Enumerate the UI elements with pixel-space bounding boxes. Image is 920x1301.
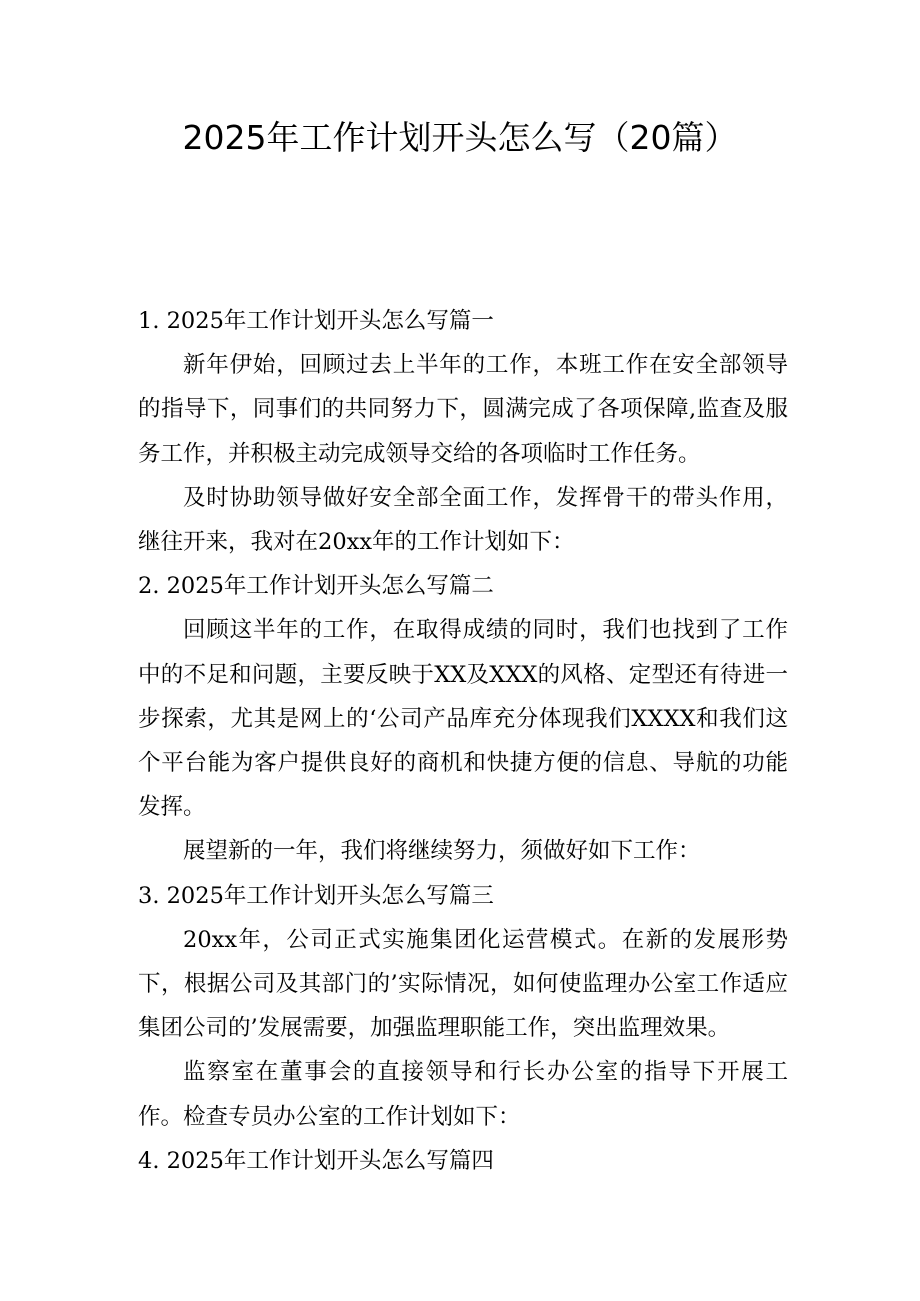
section-3-paragraph-2: 监察室在董事会的直接领导和行长办公室的指导下开展工作。检查专员办公室的工作计划如下： — [138, 1059, 788, 1130]
document-title: 2025年工作计划开头怎么写（20篇） — [182, 118, 738, 157]
section-heading-4: 4. 2025年工作计划开头怎么写篇四 — [138, 1147, 494, 1174]
section-heading-3: 3. 2025年工作计划开头怎么写篇三 — [138, 882, 494, 909]
document-body — [138, 299, 788, 1183]
section-2-paragraph-2: 展望新的一年，我们将继续努力，须做好如下工作： — [183, 838, 701, 865]
section-1-paragraph-1: 新年伊始，回顾过去上半年的工作，本班工作在安全部领导的指导下，同事们的共同努力下，圆满完成了各项保障,监查及服务工作，并积极主动完成领导交给的各项临时工作任务。 — [138, 352, 788, 467]
section-heading-1: 1. 2025年工作计划开头怎么写篇一 — [138, 308, 494, 334]
section-heading-2: 2. 2025年工作计划开头怎么写篇二 — [138, 573, 494, 600]
section-2-paragraph-1: 回顾这半年的工作，在取得成绩的同时，我们也找到了工作中的不足和问题，主要反映于XX及XXX的风格、定型还有待进一步探索，尤其是网上的‘公司产品库充分体现我们XXXX和我们这个平台能为客户提供良好的商机和快捷方便的信息、导航的功能发挥。 — [138, 617, 788, 821]
section-1-paragraph-2: 及时协助领导做好安全部全面工作，发挥骨干的带头作用，继往开来，我对在20xx年的工作计划如下： — [138, 484, 788, 556]
section-3-paragraph-1: 20xx年，公司正式实施集团化运营模式。在新的发展形势下，根据公司及其部门的’实际情况，如何使监理办公室工作适应集团公司的’发展需要，加强监理职能工作，突出监理效果。 — [138, 926, 788, 1042]
